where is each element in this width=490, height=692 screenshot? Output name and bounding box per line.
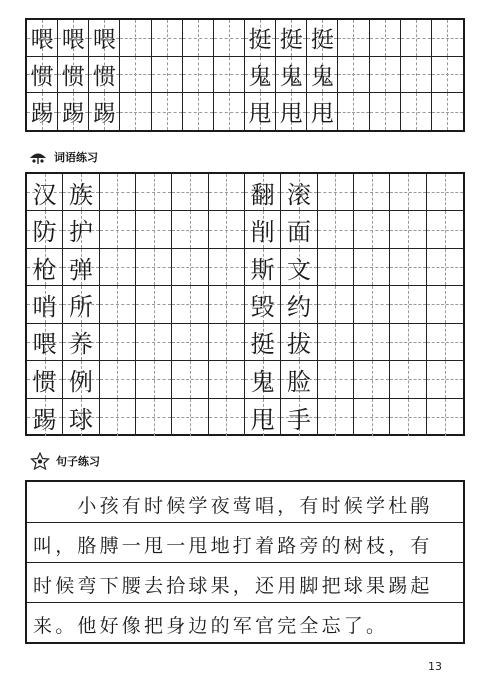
grid-cell <box>136 174 172 211</box>
grid-cell <box>390 174 426 211</box>
grid-cell <box>183 20 214 57</box>
practice-character: 惯 <box>32 367 57 396</box>
grid-cell <box>136 249 172 286</box>
practice-character: 踢 <box>92 101 116 128</box>
grid-cell <box>27 211 63 248</box>
grid-cell <box>370 93 401 130</box>
practice-character: 踢 <box>61 101 85 128</box>
practice-character: 拔 <box>286 330 311 359</box>
character-practice-grid <box>25 18 465 132</box>
practice-character: 削 <box>250 218 275 247</box>
grid-cell <box>427 324 463 361</box>
star-flower-icon <box>30 452 50 470</box>
grid-cell <box>27 286 63 323</box>
grid-cell <box>63 211 99 248</box>
sentence-line-3: 时候弯下腰去拾球果，还用脚把球果踢起 <box>33 575 433 597</box>
grid-cell <box>89 93 120 130</box>
grid-cell <box>390 399 426 436</box>
umbrella-bird-icon <box>28 149 48 165</box>
grid-cell <box>27 57 58 94</box>
practice-character: 踢 <box>32 405 57 434</box>
word-practice-heading <box>28 149 98 165</box>
practice-character: 约 <box>286 292 311 321</box>
practice-character: 滚 <box>286 180 311 209</box>
sentence-practice-heading <box>30 452 100 470</box>
grid-cell <box>172 361 208 398</box>
grid-cell <box>427 286 463 323</box>
grid-cell <box>401 93 432 130</box>
practice-character: 脸 <box>286 367 311 396</box>
sentence-practice-title: 句子练习 <box>56 455 100 468</box>
grid-cell <box>136 324 172 361</box>
grid-cell <box>338 57 369 94</box>
practice-character: 挺 <box>250 330 275 359</box>
grid-cell <box>245 20 276 57</box>
practice-character: 毁 <box>250 292 275 321</box>
grid-cell <box>63 324 99 361</box>
grid-cell <box>100 211 136 248</box>
grid-cell <box>209 211 245 248</box>
sentence-practice-box <box>25 480 465 644</box>
grid-cell <box>136 211 172 248</box>
practice-character: 惯 <box>61 63 85 90</box>
grid-cell <box>427 174 463 211</box>
practice-character: 惯 <box>92 63 116 90</box>
grid-cell <box>318 286 354 323</box>
grid-cell <box>209 249 245 286</box>
grid-cell <box>370 20 401 57</box>
page-number: 13 <box>428 660 442 673</box>
grid-cell <box>100 249 136 286</box>
grid-cell <box>338 93 369 130</box>
grid-cell <box>209 361 245 398</box>
grid-cell <box>432 57 463 94</box>
grid-cell <box>58 93 89 130</box>
practice-character: 弹 <box>68 255 93 284</box>
grid-cell <box>214 20 245 57</box>
grid-cell <box>63 174 99 211</box>
grid-cell <box>100 399 136 436</box>
grid-cell <box>245 211 281 248</box>
grid-cell <box>27 324 63 361</box>
grid-cell <box>209 174 245 211</box>
grid-row <box>27 361 463 398</box>
grid-cell <box>427 361 463 398</box>
grid-cell <box>401 20 432 57</box>
grid-cell <box>390 361 426 398</box>
practice-character: 挺 <box>279 27 303 54</box>
practice-character: 斯 <box>250 255 275 284</box>
grid-cell <box>281 361 317 398</box>
grid-cell <box>27 93 58 130</box>
grid-cell <box>120 20 151 57</box>
grid-cell <box>307 20 338 57</box>
grid-cell <box>152 20 183 57</box>
grid-cell <box>172 286 208 323</box>
practice-character: 手 <box>286 405 311 434</box>
grid-cell <box>427 399 463 436</box>
grid-cell <box>100 286 136 323</box>
grid-row <box>27 93 463 130</box>
practice-character: 惯 <box>30 63 54 90</box>
grid-cell <box>390 211 426 248</box>
grid-cell <box>318 211 354 248</box>
grid-cell <box>152 57 183 94</box>
grid-row <box>27 324 463 361</box>
practice-character: 翻 <box>250 180 275 209</box>
practice-character: 挺 <box>310 27 334 54</box>
grid-cell <box>281 249 317 286</box>
grid-cell <box>209 399 245 436</box>
grid-cell <box>281 174 317 211</box>
grid-cell <box>63 399 99 436</box>
grid-cell <box>245 174 281 211</box>
grid-cell <box>281 286 317 323</box>
grid-cell <box>427 249 463 286</box>
practice-character: 面 <box>286 218 311 247</box>
grid-cell <box>245 286 281 323</box>
grid-cell <box>120 93 151 130</box>
grid-cell <box>245 249 281 286</box>
practice-character: 护 <box>68 218 93 247</box>
word-practice-grid <box>25 172 465 436</box>
practice-character: 鬼 <box>279 63 303 90</box>
grid-cell <box>172 324 208 361</box>
grid-cell <box>432 20 463 57</box>
grid-cell <box>318 174 354 211</box>
grid-cell <box>89 57 120 94</box>
grid-cell <box>276 93 307 130</box>
practice-character: 鬼 <box>248 63 272 90</box>
grid-cell <box>318 324 354 361</box>
grid-cell <box>214 57 245 94</box>
practice-character: 例 <box>68 367 93 396</box>
grid-cell <box>276 20 307 57</box>
grid-cell <box>354 249 390 286</box>
grid-cell <box>63 249 99 286</box>
practice-character: 喂 <box>61 27 85 54</box>
grid-cell <box>89 20 120 57</box>
grid-cell <box>354 361 390 398</box>
grid-cell <box>390 286 426 323</box>
grid-row <box>27 20 463 57</box>
grid-cell <box>245 93 276 130</box>
grid-cell <box>245 57 276 94</box>
grid-cell <box>354 324 390 361</box>
sentence-line-2: 叫，胳膊一甩一甩地打着路旁的树枝，有 <box>33 535 433 557</box>
grid-cell <box>318 249 354 286</box>
grid-cell <box>152 93 183 130</box>
grid-cell <box>370 57 401 94</box>
grid-cell <box>27 361 63 398</box>
ruled-line <box>27 562 463 563</box>
practice-character: 族 <box>68 180 93 209</box>
grid-row <box>27 399 463 436</box>
grid-cell <box>390 324 426 361</box>
grid-cell <box>390 249 426 286</box>
practice-character: 养 <box>68 330 93 359</box>
grid-cell <box>209 286 245 323</box>
grid-cell <box>120 57 151 94</box>
practice-character: 所 <box>68 292 93 321</box>
grid-cell <box>172 399 208 436</box>
sentence-line-1: 小孩有时候学夜莺唱，有时候学杜鹃 <box>33 495 433 517</box>
grid-cell <box>136 361 172 398</box>
practice-character: 鬼 <box>250 367 275 396</box>
practice-character: 球 <box>68 405 93 434</box>
grid-cell <box>209 324 245 361</box>
grid-cell <box>58 57 89 94</box>
grid-cell <box>281 324 317 361</box>
grid-cell <box>245 324 281 361</box>
grid-row <box>27 286 463 323</box>
grid-cell <box>281 399 317 436</box>
grid-cell <box>172 174 208 211</box>
grid-cell <box>354 211 390 248</box>
grid-cell <box>100 361 136 398</box>
grid-cell <box>136 286 172 323</box>
grid-cell <box>401 57 432 94</box>
grid-cell <box>307 93 338 130</box>
grid-row <box>27 57 463 94</box>
practice-character: 鬼 <box>310 63 334 90</box>
practice-character: 枪 <box>32 255 57 284</box>
grid-cell <box>354 174 390 211</box>
practice-character: 甩 <box>250 405 275 434</box>
practice-character: 甩 <box>279 101 303 128</box>
grid-cell <box>214 93 245 130</box>
practice-character: 喂 <box>30 27 54 54</box>
sentence-line-4: 来。他好像把身边的军官完全忘了。 <box>33 615 389 637</box>
practice-character: 甩 <box>248 101 272 128</box>
ruled-line <box>27 522 463 523</box>
practice-character: 喂 <box>32 330 57 359</box>
grid-row <box>27 211 463 248</box>
practice-character: 哨 <box>32 292 57 321</box>
grid-cell <box>338 20 369 57</box>
grid-row <box>27 174 463 211</box>
grid-cell <box>27 174 63 211</box>
grid-row <box>27 249 463 286</box>
grid-cell <box>63 286 99 323</box>
grid-cell <box>27 249 63 286</box>
practice-character: 踢 <box>30 101 54 128</box>
grid-cell <box>136 399 172 436</box>
grid-cell <box>245 361 281 398</box>
grid-cell <box>354 399 390 436</box>
grid-cell <box>281 211 317 248</box>
practice-character: 汉 <box>32 180 57 209</box>
grid-cell <box>27 399 63 436</box>
grid-cell <box>58 20 89 57</box>
grid-cell <box>100 174 136 211</box>
word-practice-title: 词语练习 <box>54 151 98 164</box>
grid-cell <box>245 399 281 436</box>
grid-cell <box>27 20 58 57</box>
grid-cell <box>318 399 354 436</box>
grid-cell <box>172 211 208 248</box>
grid-cell <box>172 249 208 286</box>
practice-character: 文 <box>286 255 311 284</box>
grid-cell <box>183 57 214 94</box>
grid-cell <box>183 93 214 130</box>
grid-cell <box>63 361 99 398</box>
practice-character: 甩 <box>310 101 334 128</box>
practice-character: 挺 <box>248 27 272 54</box>
grid-cell <box>307 57 338 94</box>
practice-character: 防 <box>32 218 57 247</box>
grid-cell <box>354 286 390 323</box>
grid-cell <box>100 324 136 361</box>
practice-character: 喂 <box>92 27 116 54</box>
grid-cell <box>276 57 307 94</box>
ruled-line <box>27 602 463 603</box>
grid-cell <box>432 93 463 130</box>
grid-cell <box>427 211 463 248</box>
grid-cell <box>318 361 354 398</box>
